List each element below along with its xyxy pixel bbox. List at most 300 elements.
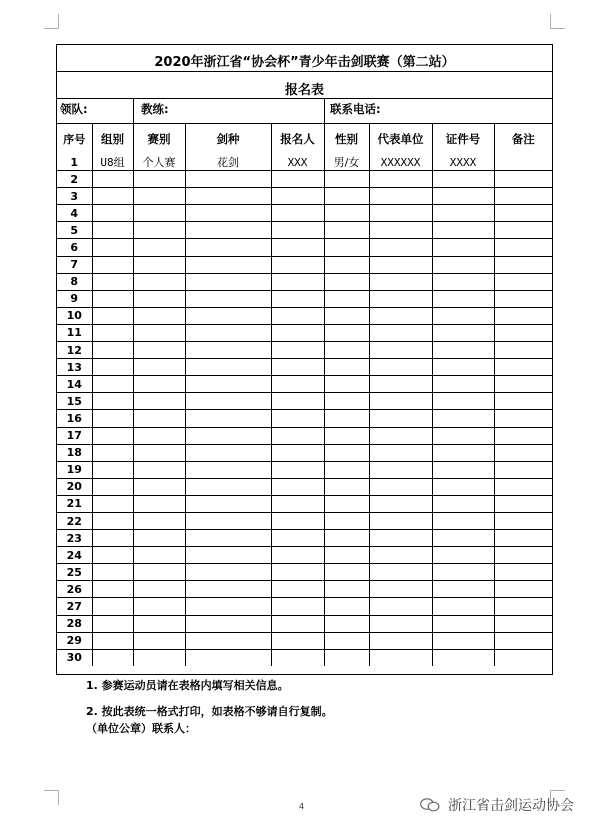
cell-remark <box>494 427 552 444</box>
row-number: 16 <box>57 410 92 427</box>
row-number: 4 <box>57 205 92 222</box>
cell-weapon <box>185 649 271 666</box>
table-row <box>57 273 552 290</box>
cell-gender <box>324 171 369 188</box>
cell-group <box>92 376 133 393</box>
cell-weapon <box>185 547 271 564</box>
cell-group <box>92 649 133 666</box>
row-number: 11 <box>57 324 92 341</box>
cell-unit <box>369 393 432 410</box>
cell-weapon <box>185 188 271 205</box>
cell-id <box>432 444 494 461</box>
cell-event <box>133 495 185 512</box>
cell-id <box>432 393 494 410</box>
info-divider-2 <box>324 98 325 124</box>
row-number: 14 <box>57 376 92 393</box>
table-row <box>57 427 552 444</box>
cell-remark <box>494 564 552 581</box>
cell-unit <box>369 444 432 461</box>
cell-id <box>432 290 494 307</box>
cell-gender <box>324 205 369 222</box>
cell-name: XXX <box>271 154 324 171</box>
table-row <box>57 530 552 547</box>
cell-weapon <box>185 564 271 581</box>
cell-id <box>432 205 494 222</box>
row-number: 5 <box>57 222 92 239</box>
cell-event <box>133 307 185 324</box>
table-row <box>57 307 552 324</box>
cell-id <box>432 256 494 273</box>
row-number: 10 <box>57 307 92 324</box>
cell-remark <box>494 444 552 461</box>
form-title: 2020年浙江省“协会杯”青少年击剑联赛（第二站） <box>154 55 455 70</box>
cell-gender <box>324 222 369 239</box>
cell-remark <box>494 410 552 427</box>
header-name: 报名人 <box>271 124 324 154</box>
cell-gender <box>324 598 369 615</box>
cell-remark <box>494 239 552 256</box>
cell-id <box>432 359 494 376</box>
cell-event <box>133 342 185 359</box>
cell-remark <box>494 598 552 615</box>
cell-unit <box>369 564 432 581</box>
crop-mark-bottom-left <box>44 790 59 805</box>
cell-weapon: 花剑 <box>185 154 271 171</box>
cell-group <box>92 290 133 307</box>
page-number: 4 <box>299 802 305 811</box>
table-row <box>57 376 552 393</box>
table-row <box>57 649 552 666</box>
cell-name <box>271 581 324 598</box>
cell-unit <box>369 273 432 290</box>
cell-id <box>432 410 494 427</box>
cell-weapon <box>185 222 271 239</box>
title-divider <box>57 71 552 72</box>
registration-form <box>56 44 553 675</box>
cell-remark <box>494 512 552 529</box>
table-row <box>57 154 552 171</box>
cell-remark <box>494 324 552 341</box>
table-row <box>57 444 552 461</box>
row-number: 26 <box>57 581 92 598</box>
cell-remark <box>494 495 552 512</box>
cell-unit <box>369 171 432 188</box>
cell-event <box>133 461 185 478</box>
leader-label: 领队: <box>60 102 88 116</box>
cell-id <box>432 632 494 649</box>
cell-id <box>432 376 494 393</box>
cell-id <box>432 307 494 324</box>
cell-id <box>432 478 494 495</box>
table-row <box>57 615 552 632</box>
cell-name <box>271 188 324 205</box>
cell-unit <box>369 324 432 341</box>
table-row <box>57 171 552 188</box>
cell-id <box>432 495 494 512</box>
cell-group <box>92 393 133 410</box>
cell-remark <box>494 222 552 239</box>
cell-gender <box>324 495 369 512</box>
cell-name <box>271 205 324 222</box>
table-row <box>57 359 552 376</box>
table-row <box>57 239 552 256</box>
row-number: 1 <box>57 154 92 171</box>
cell-unit <box>369 376 432 393</box>
info-divider-1 <box>133 98 134 124</box>
cell-event <box>133 512 185 529</box>
cell-name <box>271 461 324 478</box>
table-header-row <box>57 124 552 154</box>
cell-weapon <box>185 205 271 222</box>
cell-group <box>92 410 133 427</box>
cell-id <box>432 547 494 564</box>
table-row <box>57 581 552 598</box>
cell-unit <box>369 461 432 478</box>
cell-weapon <box>185 342 271 359</box>
form-subtitle: 报名表 <box>284 83 324 98</box>
cell-gender <box>324 256 369 273</box>
cell-remark <box>494 615 552 632</box>
cell-remark <box>494 188 552 205</box>
cell-weapon <box>185 615 271 632</box>
cell-remark <box>494 547 552 564</box>
cell-event <box>133 359 185 376</box>
cell-weapon <box>185 495 271 512</box>
cell-gender <box>324 324 369 341</box>
cell-remark <box>494 342 552 359</box>
cell-id <box>432 512 494 529</box>
cell-weapon <box>185 530 271 547</box>
cell-weapon <box>185 256 271 273</box>
cell-group <box>92 598 133 615</box>
cell-remark <box>494 393 552 410</box>
cell-name <box>271 649 324 666</box>
table-row <box>57 564 552 581</box>
row-number: 2 <box>57 171 92 188</box>
row-number: 13 <box>57 359 92 376</box>
cell-id <box>432 461 494 478</box>
cell-weapon <box>185 376 271 393</box>
cell-group <box>92 632 133 649</box>
cell-remark <box>494 290 552 307</box>
cell-gender <box>324 427 369 444</box>
row-number: 7 <box>57 256 92 273</box>
cell-group <box>92 478 133 495</box>
cell-group <box>92 307 133 324</box>
cell-group <box>92 444 133 461</box>
cell-weapon <box>185 324 271 341</box>
cell-remark <box>494 376 552 393</box>
cell-event <box>133 564 185 581</box>
header-gender: 性别 <box>324 124 369 154</box>
cell-gender <box>324 512 369 529</box>
cell-name <box>271 307 324 324</box>
cell-gender <box>324 410 369 427</box>
cell-gender <box>324 444 369 461</box>
cell-unit <box>369 427 432 444</box>
row-number: 3 <box>57 188 92 205</box>
cell-group <box>92 461 133 478</box>
cell-group <box>92 564 133 581</box>
cell-unit <box>369 239 432 256</box>
cell-group <box>92 359 133 376</box>
cell-gender <box>324 478 369 495</box>
cell-remark <box>494 256 552 273</box>
row-number: 12 <box>57 342 92 359</box>
cell-gender <box>324 239 369 256</box>
cell-group <box>92 512 133 529</box>
cell-remark <box>494 154 552 171</box>
cell-name <box>271 171 324 188</box>
cell-gender <box>324 632 369 649</box>
cell-weapon <box>185 290 271 307</box>
cell-event: 个人赛 <box>133 154 185 171</box>
table-row <box>57 632 552 649</box>
cell-gender <box>324 530 369 547</box>
cell-name <box>271 547 324 564</box>
cell-gender <box>324 393 369 410</box>
table-row <box>57 512 552 529</box>
cell-weapon <box>185 359 271 376</box>
cell-remark <box>494 359 552 376</box>
cell-unit <box>369 222 432 239</box>
cell-group <box>92 495 133 512</box>
cell-group <box>92 530 133 547</box>
row-number: 20 <box>57 478 92 495</box>
registration-table <box>57 124 552 666</box>
cell-group <box>92 427 133 444</box>
cell-weapon <box>185 444 271 461</box>
cell-gender <box>324 376 369 393</box>
cell-unit <box>369 615 432 632</box>
cell-group <box>92 256 133 273</box>
cell-name <box>271 410 324 427</box>
cell-weapon <box>185 427 271 444</box>
cell-gender <box>324 342 369 359</box>
cell-weapon <box>185 632 271 649</box>
cell-id <box>432 188 494 205</box>
cell-unit <box>369 478 432 495</box>
note-2: 2. 按此表统一格式打印，如表格不够请自行复制。 <box>86 705 333 718</box>
header-seq: 序号 <box>57 124 92 154</box>
cell-gender <box>324 290 369 307</box>
cell-unit <box>369 632 432 649</box>
cell-gender <box>324 564 369 581</box>
cell-group <box>92 324 133 341</box>
cell-unit <box>369 649 432 666</box>
cell-gender <box>324 615 369 632</box>
cell-event <box>133 393 185 410</box>
table-row <box>57 410 552 427</box>
cell-name <box>271 615 324 632</box>
cell-unit <box>369 342 432 359</box>
cell-event <box>133 615 185 632</box>
crop-mark-top-left <box>44 14 59 29</box>
cell-group <box>92 239 133 256</box>
cell-event <box>133 547 185 564</box>
watermark <box>420 795 574 815</box>
cell-weapon <box>185 598 271 615</box>
row-number: 28 <box>57 615 92 632</box>
cell-weapon <box>185 581 271 598</box>
cell-group <box>92 222 133 239</box>
cell-name <box>271 359 324 376</box>
cell-id <box>432 427 494 444</box>
cell-event <box>133 649 185 666</box>
cell-remark <box>494 530 552 547</box>
cell-unit: XXXXXX <box>369 154 432 171</box>
table-row <box>57 547 552 564</box>
cell-weapon <box>185 171 271 188</box>
cell-name <box>271 427 324 444</box>
cell-group <box>92 273 133 290</box>
cell-id <box>432 649 494 666</box>
cell-unit <box>369 495 432 512</box>
cell-remark <box>494 478 552 495</box>
cell-unit <box>369 410 432 427</box>
cell-gender <box>324 649 369 666</box>
cell-gender <box>324 188 369 205</box>
row-number: 6 <box>57 239 92 256</box>
wechat-icon <box>420 798 440 812</box>
table-row <box>57 205 552 222</box>
cell-remark <box>494 461 552 478</box>
cell-id <box>432 171 494 188</box>
cell-name <box>271 222 324 239</box>
cell-name <box>271 478 324 495</box>
cell-weapon <box>185 239 271 256</box>
cell-event <box>133 290 185 307</box>
cell-unit <box>369 256 432 273</box>
cell-remark <box>494 273 552 290</box>
cell-name <box>271 495 324 512</box>
cell-event <box>133 530 185 547</box>
cell-id <box>432 273 494 290</box>
cell-id <box>432 615 494 632</box>
row-number: 21 <box>57 495 92 512</box>
cell-remark <box>494 581 552 598</box>
cell-remark <box>494 307 552 324</box>
header-id: 证件号 <box>432 124 494 154</box>
cell-event <box>133 410 185 427</box>
row-number: 24 <box>57 547 92 564</box>
cell-event <box>133 188 185 205</box>
cell-name <box>271 393 324 410</box>
cell-gender <box>324 307 369 324</box>
cell-unit <box>369 205 432 222</box>
cell-name <box>271 376 324 393</box>
row-number: 29 <box>57 632 92 649</box>
table-row <box>57 461 552 478</box>
cell-unit <box>369 512 432 529</box>
row-number: 25 <box>57 564 92 581</box>
contact-line: （单位公章）联系人： <box>86 722 196 735</box>
note-1: 1. 参赛运动员请在表格内填写相关信息。 <box>86 679 289 692</box>
cell-unit <box>369 547 432 564</box>
cell-event <box>133 581 185 598</box>
cell-event <box>133 427 185 444</box>
cell-id: XXXX <box>432 154 494 171</box>
cell-event <box>133 478 185 495</box>
cell-group: U8组 <box>92 154 133 171</box>
header-event: 赛别 <box>133 124 185 154</box>
cell-event <box>133 376 185 393</box>
cell-name <box>271 239 324 256</box>
cell-unit <box>369 581 432 598</box>
cell-id <box>432 598 494 615</box>
cell-gender <box>324 581 369 598</box>
row-number: 15 <box>57 393 92 410</box>
table-row <box>57 393 552 410</box>
cell-id <box>432 222 494 239</box>
row-number: 30 <box>57 649 92 666</box>
header-weapon: 剑种 <box>185 124 271 154</box>
table-row <box>57 478 552 495</box>
coach-label: 教练: <box>141 102 169 116</box>
header-unit: 代表单位 <box>369 124 432 154</box>
cell-event <box>133 239 185 256</box>
cell-remark <box>494 171 552 188</box>
subtitle-divider <box>57 98 552 99</box>
table-row <box>57 222 552 239</box>
cell-event <box>133 171 185 188</box>
cell-name <box>271 598 324 615</box>
table-row <box>57 256 552 273</box>
cell-name <box>271 530 324 547</box>
table-row <box>57 290 552 307</box>
cell-event <box>133 256 185 273</box>
header-group: 组别 <box>92 124 133 154</box>
cell-event <box>133 205 185 222</box>
cell-name <box>271 512 324 529</box>
cell-event <box>133 598 185 615</box>
cell-remark <box>494 205 552 222</box>
cell-weapon <box>185 410 271 427</box>
table-row <box>57 342 552 359</box>
cell-unit <box>369 530 432 547</box>
cell-gender <box>324 359 369 376</box>
cell-id <box>432 324 494 341</box>
row-number: 18 <box>57 444 92 461</box>
table-row <box>57 495 552 512</box>
table-row <box>57 598 552 615</box>
cell-group <box>92 615 133 632</box>
cell-event <box>133 632 185 649</box>
cell-weapon <box>185 512 271 529</box>
cell-weapon <box>185 478 271 495</box>
cell-weapon <box>185 393 271 410</box>
cell-event <box>133 324 185 341</box>
cell-remark <box>494 632 552 649</box>
cell-unit <box>369 598 432 615</box>
table-row <box>57 188 552 205</box>
cell-id <box>432 342 494 359</box>
cell-group <box>92 547 133 564</box>
cell-unit <box>369 359 432 376</box>
cell-name <box>271 342 324 359</box>
row-number: 22 <box>57 512 92 529</box>
cell-name <box>271 632 324 649</box>
cell-name <box>271 564 324 581</box>
cell-gender <box>324 273 369 290</box>
cell-gender <box>324 461 369 478</box>
cell-name <box>271 290 324 307</box>
row-number: 19 <box>57 461 92 478</box>
row-number: 17 <box>57 427 92 444</box>
cell-group <box>92 205 133 222</box>
cell-event <box>133 444 185 461</box>
row-number: 23 <box>57 530 92 547</box>
